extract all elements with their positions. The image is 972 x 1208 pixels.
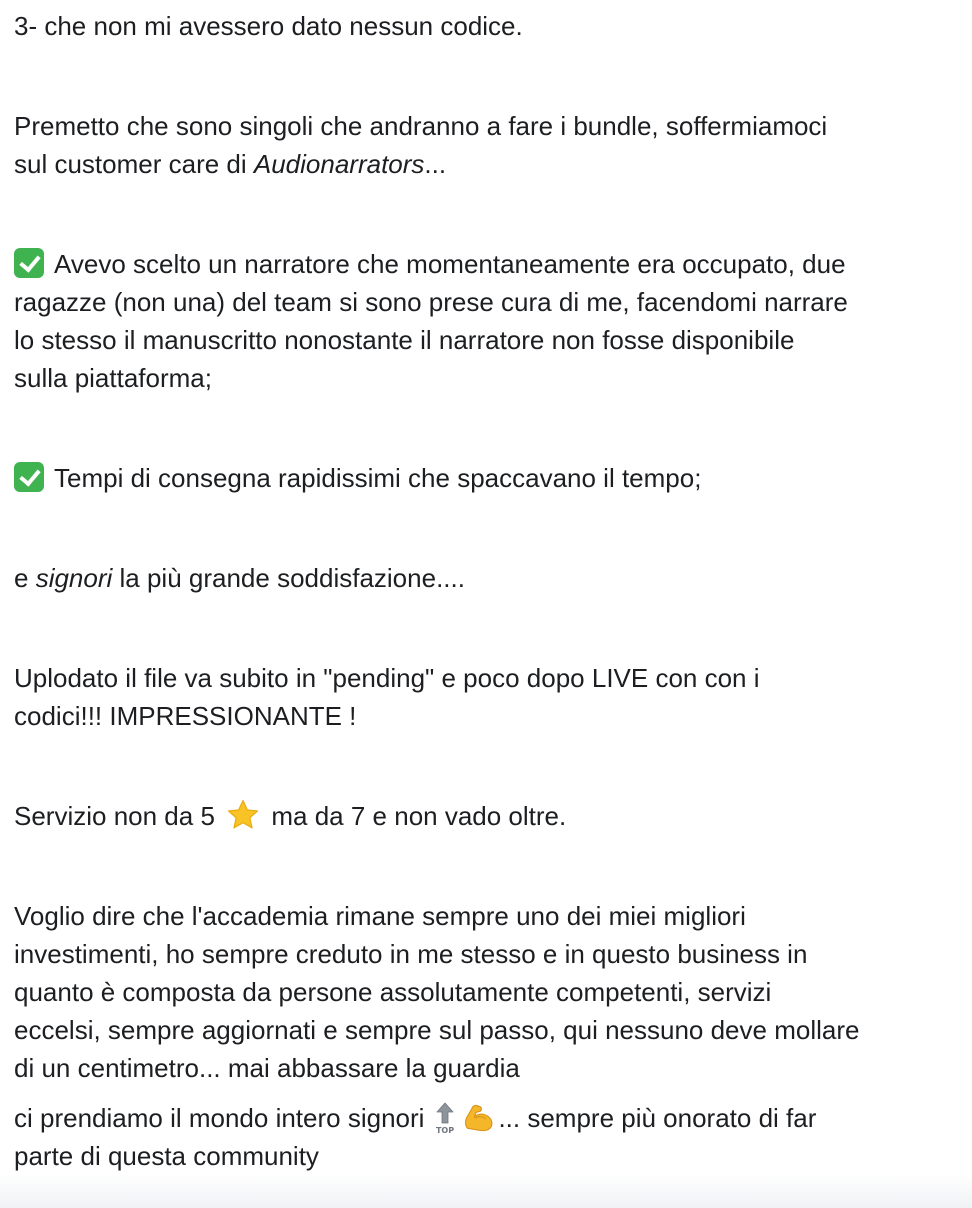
paragraph-text: ...	[424, 149, 447, 179]
paragraph-rating	[14, 797, 566, 835]
paragraph-text: lo stesso il manuscritto nonostante il narratore non fosse disponibile	[14, 325, 795, 355]
paragraph-text: Tempi di consegna rapidissimi che spaccavano il tempo;	[54, 463, 702, 493]
paragraph-check-1-line-3	[14, 321, 794, 359]
paragraph-text: investimenti, ho sempre creduto in me stesso e in questo business in	[14, 939, 808, 969]
paragraph-academy-line-1	[14, 897, 746, 935]
paragraph-text: Premetto che sono singoli che andranno a fare i bundle, soffermiamoci	[14, 111, 828, 141]
paragraph-text: Avevo scelto un narratore che momentaneamente era occupato, due	[54, 249, 846, 279]
paragraph-academy-line-2	[14, 935, 807, 973]
paragraph-list-item-3	[14, 7, 523, 45]
paragraph-check-1-line-1	[14, 245, 846, 283]
paragraph-text: ragazze (non una) del team si sono prese cura di me, facendomi narrare	[14, 287, 848, 317]
paragraph-check-2	[14, 459, 701, 497]
paragraph-academy-line-5	[14, 1049, 520, 1087]
paragraph-text: codici!!! IMPRESSIONANTE !	[14, 701, 357, 731]
star-icon	[226, 798, 260, 832]
emphasis-text: signori	[35, 563, 113, 593]
paragraph-upload-line-1	[14, 659, 760, 697]
paragraph-academy-line-4	[14, 1011, 859, 1049]
paragraph-text: ci prendiamo il mondo intero signori	[14, 1103, 425, 1133]
paragraph-text: la più grande soddisfazione....	[112, 563, 465, 593]
paragraph-text: ma da 7 e non vado oltre.	[271, 801, 567, 831]
paragraph-satisfaction	[14, 559, 465, 597]
bottom-fade-divider	[0, 1174, 972, 1208]
paragraph-text: parte di questa community	[14, 1141, 319, 1171]
paragraph-text: sulla piattaforma;	[14, 363, 212, 393]
paragraph-text: Voglio dire che l'accademia rimane sempre uno dei miei migliori	[14, 901, 746, 931]
svg-text:TOP: TOP	[436, 1126, 455, 1135]
paragraph-text: 3- che non mi avessero dato nessun codice.	[14, 11, 523, 41]
check-mark-button-icon	[14, 462, 44, 492]
paragraph-intro-line-2	[14, 145, 446, 183]
paragraph-check-1-line-4	[14, 359, 212, 397]
paragraph-closing-line-2	[14, 1137, 319, 1175]
paragraph-text: di un centimetro... mai abbassare la guardia	[14, 1053, 520, 1083]
paragraph-closing-line-1	[14, 1099, 816, 1137]
paragraph-text: quanto è composta da persone assolutamente competenti, servizi	[14, 977, 772, 1007]
paragraph-text: ... sempre più onorato di far	[498, 1103, 817, 1133]
check-mark-button-icon	[14, 248, 44, 278]
paragraph-text: Servizio non da 5	[14, 801, 215, 831]
paragraph-text: sul customer care di	[14, 149, 254, 179]
paragraph-text: eccelsi, sempre aggiornati e sempre sul passo, qui nessuno deve mollare	[14, 1015, 860, 1045]
paragraph-academy-line-3	[14, 973, 771, 1011]
paragraph-text: e	[14, 563, 36, 593]
company-name: Audionarrators	[253, 149, 425, 179]
paragraph-intro-line-1	[14, 107, 827, 145]
flexed-biceps-icon	[462, 1100, 496, 1134]
top-arrow-icon	[434, 1101, 456, 1135]
paragraph-upload-line-2	[14, 697, 356, 735]
paragraph-check-1-line-2	[14, 283, 848, 321]
paragraph-text: Uplodato il file va subito in "pending" e poco dopo LIVE con con i	[14, 663, 760, 693]
